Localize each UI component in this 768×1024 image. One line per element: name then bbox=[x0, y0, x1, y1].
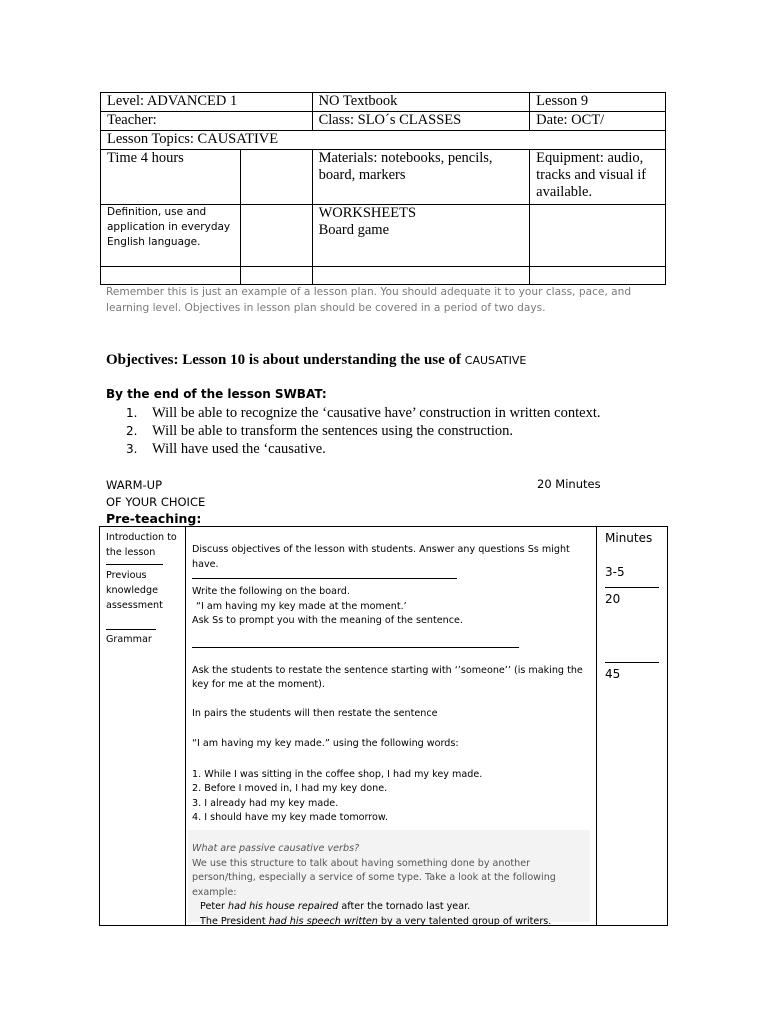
divider-line bbox=[192, 647, 519, 648]
objectives-topic: CAUSATIVE bbox=[464, 354, 527, 367]
worksheets-label: WORKSHEETS bbox=[318, 205, 417, 221]
warmup-choice: OF YOUR CHOICE bbox=[106, 495, 206, 509]
ask-text: Ask Ss to prompt you with the meaning of the sentence. bbox=[192, 615, 463, 626]
teacher-cell: Teacher: bbox=[101, 112, 313, 131]
restate-text: Ask the students to restate the sentence starting with ‘’someone’’ (is making the key for me at the moment). bbox=[192, 664, 583, 690]
board-sentence: “I am having my key made at the moment.’ bbox=[196, 600, 407, 612]
class-cell: Class: SLO´s CLASSES bbox=[312, 112, 530, 131]
previous-label: Previous bbox=[106, 570, 147, 581]
empty-cell bbox=[101, 267, 241, 285]
objectives-text: Objectives: Lesson 10 is about understanding the use of bbox=[106, 352, 465, 368]
list-item: 2. Before I moved in, I had my key done. bbox=[192, 783, 388, 794]
passive-title: What are passive causative verbs? bbox=[192, 843, 360, 854]
warmup-minutes: 20 Minutes bbox=[537, 477, 601, 491]
stage-column bbox=[106, 530, 184, 647]
list-item: 3. I already had my key made. bbox=[192, 797, 339, 809]
pairs-text: In pairs the students will then restate the sentence bbox=[192, 707, 438, 719]
list-item: 4. I should have my key made tomorrow. bbox=[192, 812, 388, 823]
warmup-title: WARM-UP bbox=[106, 478, 163, 492]
list-item: 1. Will be able to recognize the ‘causative have’ construction in written context. bbox=[126, 405, 601, 421]
divider-line bbox=[605, 587, 659, 588]
minutes-value: 45 bbox=[605, 667, 621, 681]
lesson-header-table bbox=[100, 92, 666, 285]
divider-line bbox=[106, 629, 156, 630]
empty-cell bbox=[530, 267, 666, 285]
divider-line bbox=[605, 662, 659, 663]
worksheets-cell bbox=[312, 205, 530, 267]
minutes-column bbox=[605, 529, 665, 683]
lesson-number-cell: Lesson 9 bbox=[530, 93, 666, 112]
empty-cell bbox=[240, 267, 312, 285]
lesson-topics-cell: Lesson Topics: CAUSATIVE bbox=[101, 131, 666, 150]
warmup-block bbox=[106, 477, 205, 511]
list-item: 1. While I was sitting in the coffee shop, I had my key made. bbox=[192, 768, 483, 780]
intro-label: the lesson bbox=[106, 547, 156, 558]
procedure-column bbox=[192, 543, 592, 826]
board-game-label: Board game bbox=[318, 222, 390, 238]
list-item: 2. Will be able to transform the sentences using the construction. bbox=[126, 423, 514, 439]
time-cell: Time 4 hours bbox=[101, 150, 241, 205]
materials-cell: Materials: notebooks, pencils, board, markers bbox=[312, 150, 530, 205]
preteaching-heading: Pre-teaching: bbox=[106, 511, 202, 526]
empty-cell bbox=[312, 267, 530, 285]
textbook-cell: NO Textbook bbox=[312, 93, 530, 112]
objectives-list bbox=[126, 404, 600, 458]
write-text: Write the following on the board. bbox=[192, 586, 350, 597]
activity-table bbox=[99, 526, 668, 926]
list-item: 3. Will have used the ‘causative. bbox=[126, 441, 326, 457]
grammar-label: Grammar bbox=[106, 634, 152, 645]
objectives-heading bbox=[106, 352, 526, 369]
swbat-heading: By the end of the lesson SWBAT: bbox=[106, 387, 327, 401]
passive-description: We use this structure to talk about having something done by another person/thing, especially a service of some type. Take a look at the following example: bbox=[192, 857, 556, 898]
knowledge-label: knowledge bbox=[106, 585, 159, 596]
minutes-value: 3-5 bbox=[605, 565, 625, 579]
column-divider bbox=[596, 527, 597, 925]
key-made-text: “I am having my key made.” using the following words: bbox=[192, 738, 459, 749]
lesson-plan-note: Remember this is just an example of a lesson plan. You should adequate it to your class, pace, and learning level. Objectives in lesson plan should be covered in a period of two days. bbox=[106, 286, 632, 314]
empty-cell bbox=[240, 150, 312, 205]
divider-line bbox=[192, 578, 457, 579]
passive-example: Peter had his house repaired after the tornado last year. bbox=[200, 901, 471, 912]
column-divider bbox=[185, 527, 186, 925]
empty-cell bbox=[240, 205, 312, 267]
definition-cell: Definition, use and application in everyday English language. bbox=[101, 205, 241, 267]
assessment-label: assessment bbox=[106, 600, 163, 611]
example-list bbox=[192, 768, 592, 826]
date-cell: Date: OCT/ bbox=[530, 112, 666, 131]
minutes-header: Minutes bbox=[605, 531, 653, 545]
divider-line bbox=[106, 564, 163, 565]
minutes-value: 20 bbox=[605, 592, 621, 606]
empty-cell bbox=[530, 205, 666, 267]
passive-causative-box bbox=[188, 830, 590, 927]
intro-label: Introduction to bbox=[106, 532, 177, 543]
passive-example: The President had his speech written by a very talented group of writers. bbox=[200, 915, 552, 927]
discuss-text: Discuss objectives of the lesson with students. Answer any questions Ss might have. bbox=[192, 544, 570, 570]
equipment-cell: Equipment: audio, tracks and visual if available. bbox=[530, 150, 666, 205]
level-cell: Level: ADVANCED 1 bbox=[101, 93, 313, 112]
